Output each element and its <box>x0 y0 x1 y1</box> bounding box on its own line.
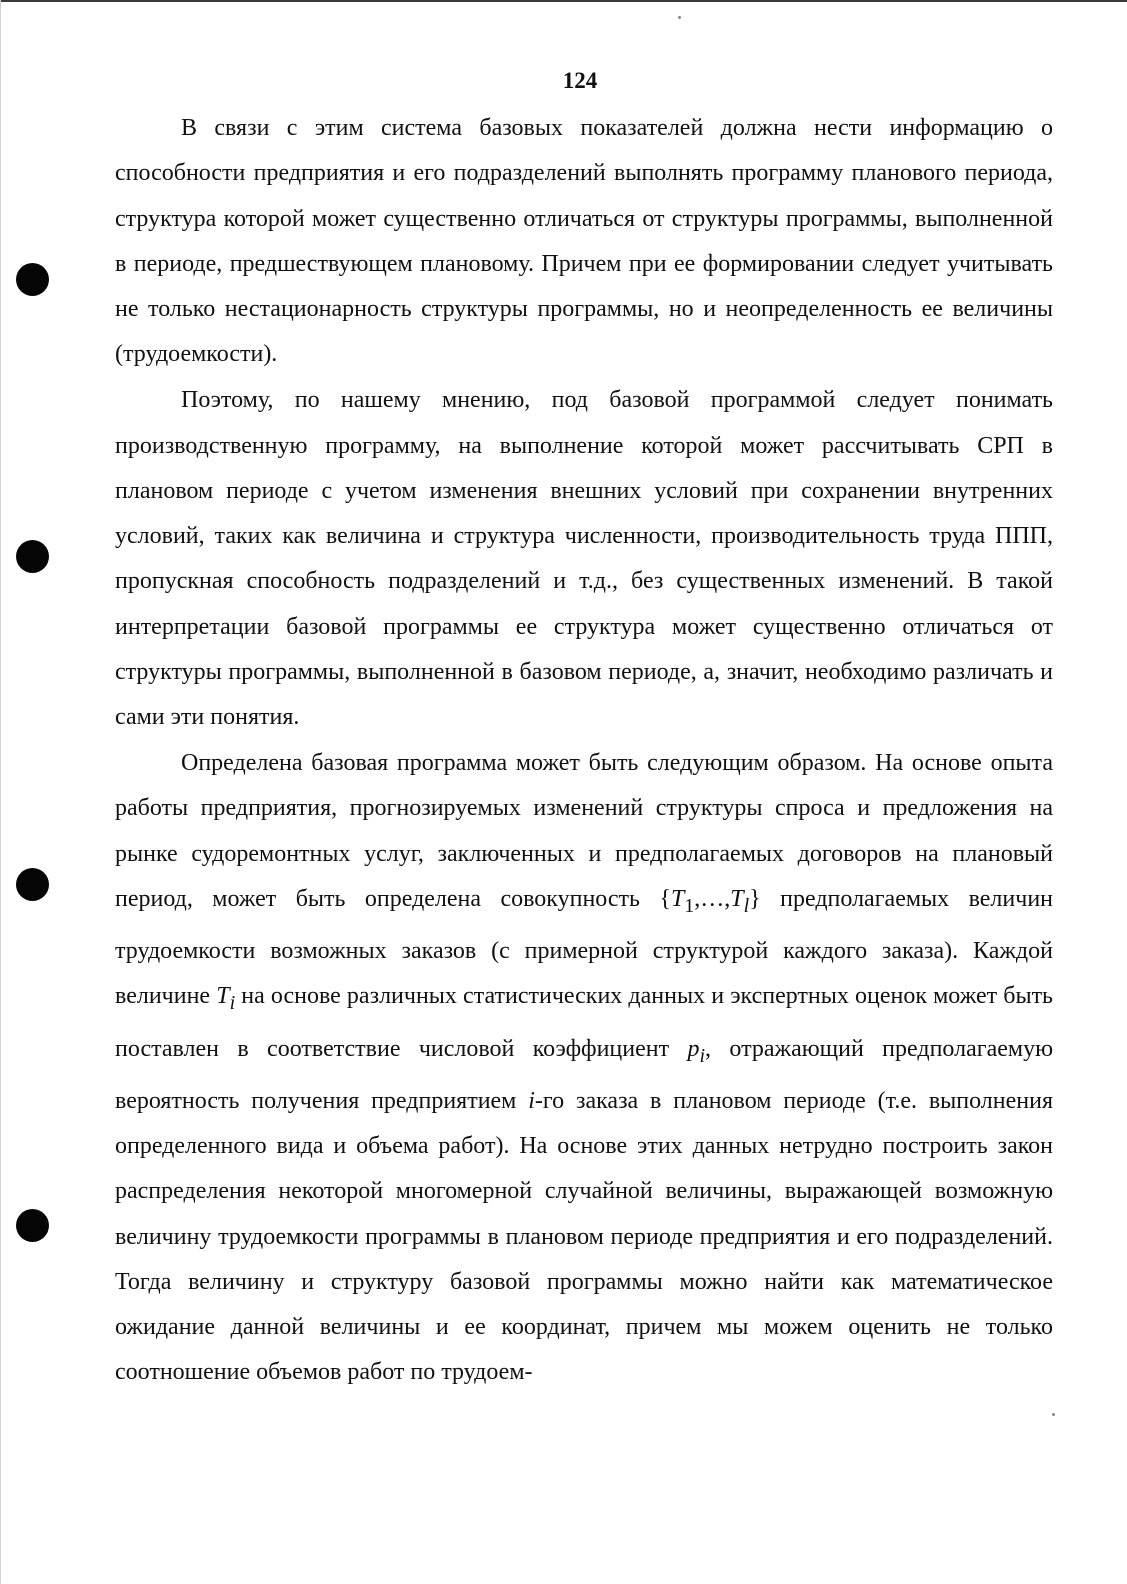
math-variable: i <box>528 1087 535 1114</box>
text-run: } предполагаемых величин трудоемкости возможных заказов (с примерной структурой каждого заказа). Каждой величине <box>115 886 1054 1010</box>
binder-hole-4 <box>16 1209 49 1242</box>
math-variable: p <box>687 1035 700 1062</box>
scan-speck <box>1052 1413 1055 1416</box>
text-run: Поэтому, по нашему мнению, под базовой программой следует понимать производственную программу, на выполнение которой может рассчитывать СРП в плановом периоде с учетом изменения внешних условий при сохранении внутренних условий, таких как величина и структура численности, производительность труда ППП, пропускная способность подразделений и т.д., без существенных изменений. В такой интерпретации базовой программы ее структура может существенно отличаться от структуры программы, выполненной в базовом периоде, а, значит, необходимо различать и сами эти понятия. <box>115 387 1053 731</box>
binder-hole-3 <box>16 868 49 901</box>
scan-speck <box>678 16 681 19</box>
paragraph <box>115 106 1053 378</box>
paragraph <box>115 378 1053 740</box>
page-number: 124 <box>562 68 598 93</box>
page-top-edge <box>0 0 1127 2</box>
subscript-index: i <box>699 1044 706 1067</box>
binder-hole-2 <box>16 540 49 573</box>
text-body <box>115 106 1053 1396</box>
text-run: В связи с этим система базовых показателей должна нести информацию о способности предприятия и его подразделений выполнять программу планового периода, структура которой может существенно отличаться от структуры программы, выполненной в периоде, предшествующем плановому. Причем при ее формировании следует учитывать не только нестационарность структуры программы, но и неопределенность ее величины (трудоемкости). <box>115 115 1053 368</box>
text-run: на основе различных статистических данных и экспертных оценок может быть поставлен в соответствие числовой коэффициент <box>115 983 1053 1062</box>
math-variable: T <box>216 983 230 1010</box>
math-variable: T <box>730 886 744 913</box>
paragraph <box>115 741 1053 1396</box>
text-run: ,…, <box>694 886 731 913</box>
subscript-index: 1 <box>684 894 695 917</box>
binder-hole-1 <box>16 263 49 296</box>
text-run: , отражающий предполагаемую вероятность получения предприятием <box>115 1035 1053 1114</box>
text-run: Определена базовая программа может быть следующим образом. На основе опыта работы предприятия, прогнозируемых изменений структуры спроса и предложения на рынке судоремонтных услуг, заключенных и предполагаемых договоров на плановый период, может быть определена совокупность { <box>115 750 1053 913</box>
page-left-edge <box>0 0 1 1584</box>
subscript-index: i <box>229 992 236 1015</box>
subscript-index: l <box>743 894 750 917</box>
text-run: -го заказа в плановом периоде (т.е. выполнения определенного вида и объема работ). На основе этих данных нетрудно построить закон распределения некоторой многомерной случайной величины, выражающей возможную величину трудоемкости программы в плановом периоде предприятия и его подразделений. Тогда величину и структуру базовой программы можно найти как математическое ожидание данной величины и ее координат, причем мы можем оценить не только соотношение объемов работ по трудоем- <box>115 1087 1054 1386</box>
math-variable: T <box>670 886 685 913</box>
